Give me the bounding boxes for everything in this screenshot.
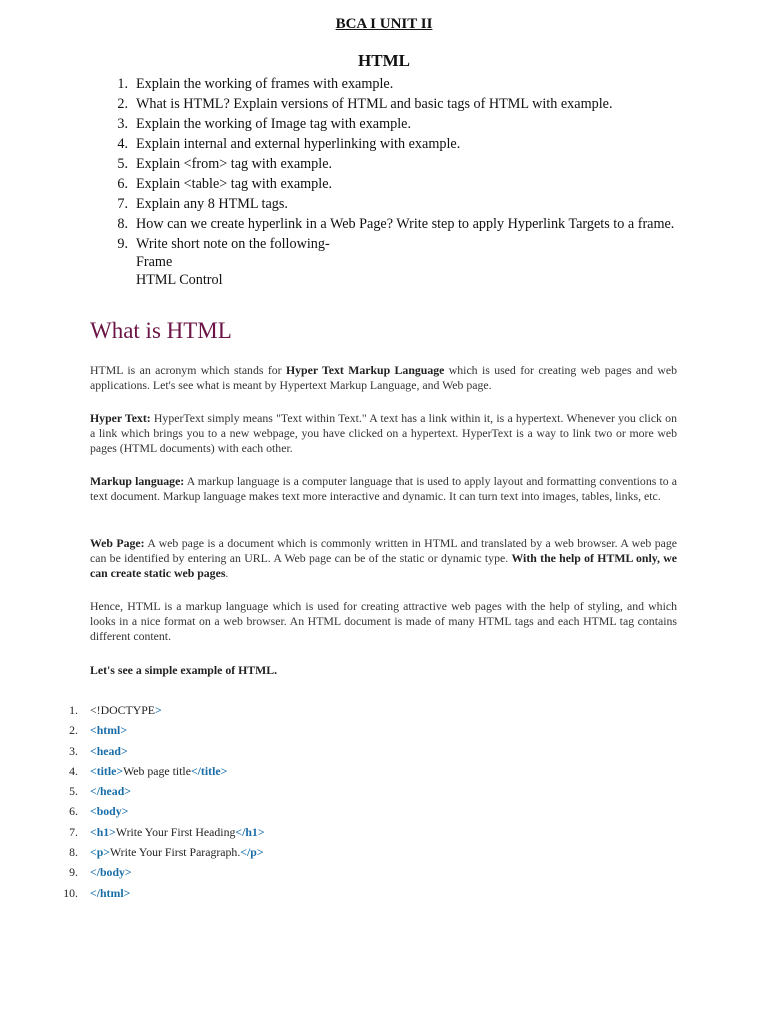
paragraph-bold: Markup language: [90,474,185,488]
line-number: 4. [69,763,78,778]
question-text: Explain internal and external hyperlinking with example. [136,136,461,152]
question-item [108,215,678,233]
question-number: 2. [117,96,128,112]
question-item [108,155,678,173]
code-tag: <h1> [90,824,116,839]
paragraph-text: HTML is an acronym which stands for [90,363,286,377]
paragraph-text: Hence, HTML is a markup language which is used for creating attractive web pages with the help of styling, and which looks in a nice format on a web browser. An HTML document is made of many HTML tags and each HTML tag contains different content. [90,599,677,643]
code-tag: <body> [90,804,129,819]
question-text: Explain any 8 HTML tags. [136,196,288,212]
line-number: 5. [69,784,78,799]
document-subtitle: HTML [358,51,410,70]
question-item [108,75,678,93]
code-tag: <title> [90,763,124,778]
question-text: Explain the working of frames with example. [136,76,394,92]
question-text: Explain <from> tag with example. [136,156,333,172]
paragraph-intro [90,363,677,393]
code-text: <!DOCTYPE [90,703,155,717]
question-item [108,115,678,133]
question-text: Explain the working of Image tag with example. [136,116,412,132]
document-title: BCA I UNIT II [335,16,433,32]
code-tag: </body> [90,865,132,880]
question-text: Explain <table> tag with example. [136,176,333,192]
question-item [108,235,678,289]
paragraph-example-intro [90,663,677,678]
paragraph-hypertext [90,411,677,456]
code-text: Web page title [123,763,191,778]
code-tag: <html> [90,723,128,738]
question-number: 8. [117,216,128,232]
question-number: 4. [117,136,128,152]
code-tag: </head> [90,784,131,799]
question-number: 5. [117,156,128,172]
paragraph-summary [90,599,677,644]
paragraph-text: which is used for creating web pages and web applications. Let's see what is meant by Hypertext Markup Language, and Web page. [90,363,677,392]
code-line [60,801,265,821]
code-text: Write Your First Heading [115,824,236,839]
question-number: 3. [117,116,128,132]
code-line [60,741,265,761]
code-line [60,700,265,720]
paragraph-bold: With the help of HTML only, we can create static web pages [90,551,677,580]
code-line [60,862,265,882]
question-number: 1. [117,76,128,92]
line-number: 6. [69,804,78,819]
question-number: 9. [117,236,128,252]
paragraph-bold: Hyper Text: [90,411,151,425]
code-line [60,822,265,842]
paragraph-text: . [225,566,229,580]
code-tag: > [154,703,162,717]
question-item [108,195,678,213]
question-item [108,135,678,153]
code-line [60,842,265,862]
code-example [60,700,265,903]
question-text: Write short note on the following- [136,236,330,252]
code-tag: </title> [190,763,228,778]
code-line [60,720,265,740]
line-number: 8. [69,845,78,860]
question-item [108,95,678,113]
line-number: 2. [69,723,78,738]
question-text: How can we create hyperlink in a Web Page? Write step to apply Hyperlink Targets to a frame. [136,216,675,232]
paragraph-bold: Web Page: [90,536,145,550]
code-tag: <head> [90,743,128,758]
code-tag: <p> [90,845,111,860]
code-tag: </html> [90,885,131,900]
line-number: 9. [69,865,78,880]
code-line [60,883,265,903]
paragraph-text: HyperText simply means "Text within Text." A text has a link within it, is a hypertext. Whenever you click on a link which brings you to a new webpage, you have clicked on a hypertext. HyperText is a way to link two or more web pages (HTML documents) with each other. [90,411,677,455]
section-heading: What is HTML [90,318,232,343]
code-tag: </h1> [235,824,265,839]
question-number: 6. [117,176,128,192]
paragraph-bold: Let's see a simple example of HTML. [90,663,278,677]
paragraph-markup-language [90,474,677,504]
line-number: 3. [69,743,78,758]
paragraph-bold: Hyper Text Markup Language [285,363,445,377]
question-subitem: Frame [136,254,173,270]
line-number: 7. [69,824,78,839]
code-text: Write Your First Paragraph. [110,845,241,860]
line-number: 1. [69,703,78,717]
question-item [108,175,678,193]
paragraph-text: A markup language is a computer language that is used to apply layout and formatting conventions to a text document. Markup language makes text more interactive and dynamic. It can turn text into images, tables, links, etc. [90,474,677,503]
question-text: What is HTML? Explain versions of HTML and basic tags of HTML with example. [136,96,613,112]
line-number: 10. [63,885,78,900]
question-number: 7. [117,196,128,212]
code-line [60,761,265,781]
question-list [108,75,678,291]
paragraph-text: A web page is a document which is commonly written in HTML and translated by a web browser. A web page can be identified by entering an URL. A Web page can be of the static or dynamic type. [90,536,677,565]
code-tag: </p> [240,845,264,860]
question-subitem: HTML Control [136,272,223,288]
code-line [60,781,265,801]
paragraph-web-page [90,536,677,581]
